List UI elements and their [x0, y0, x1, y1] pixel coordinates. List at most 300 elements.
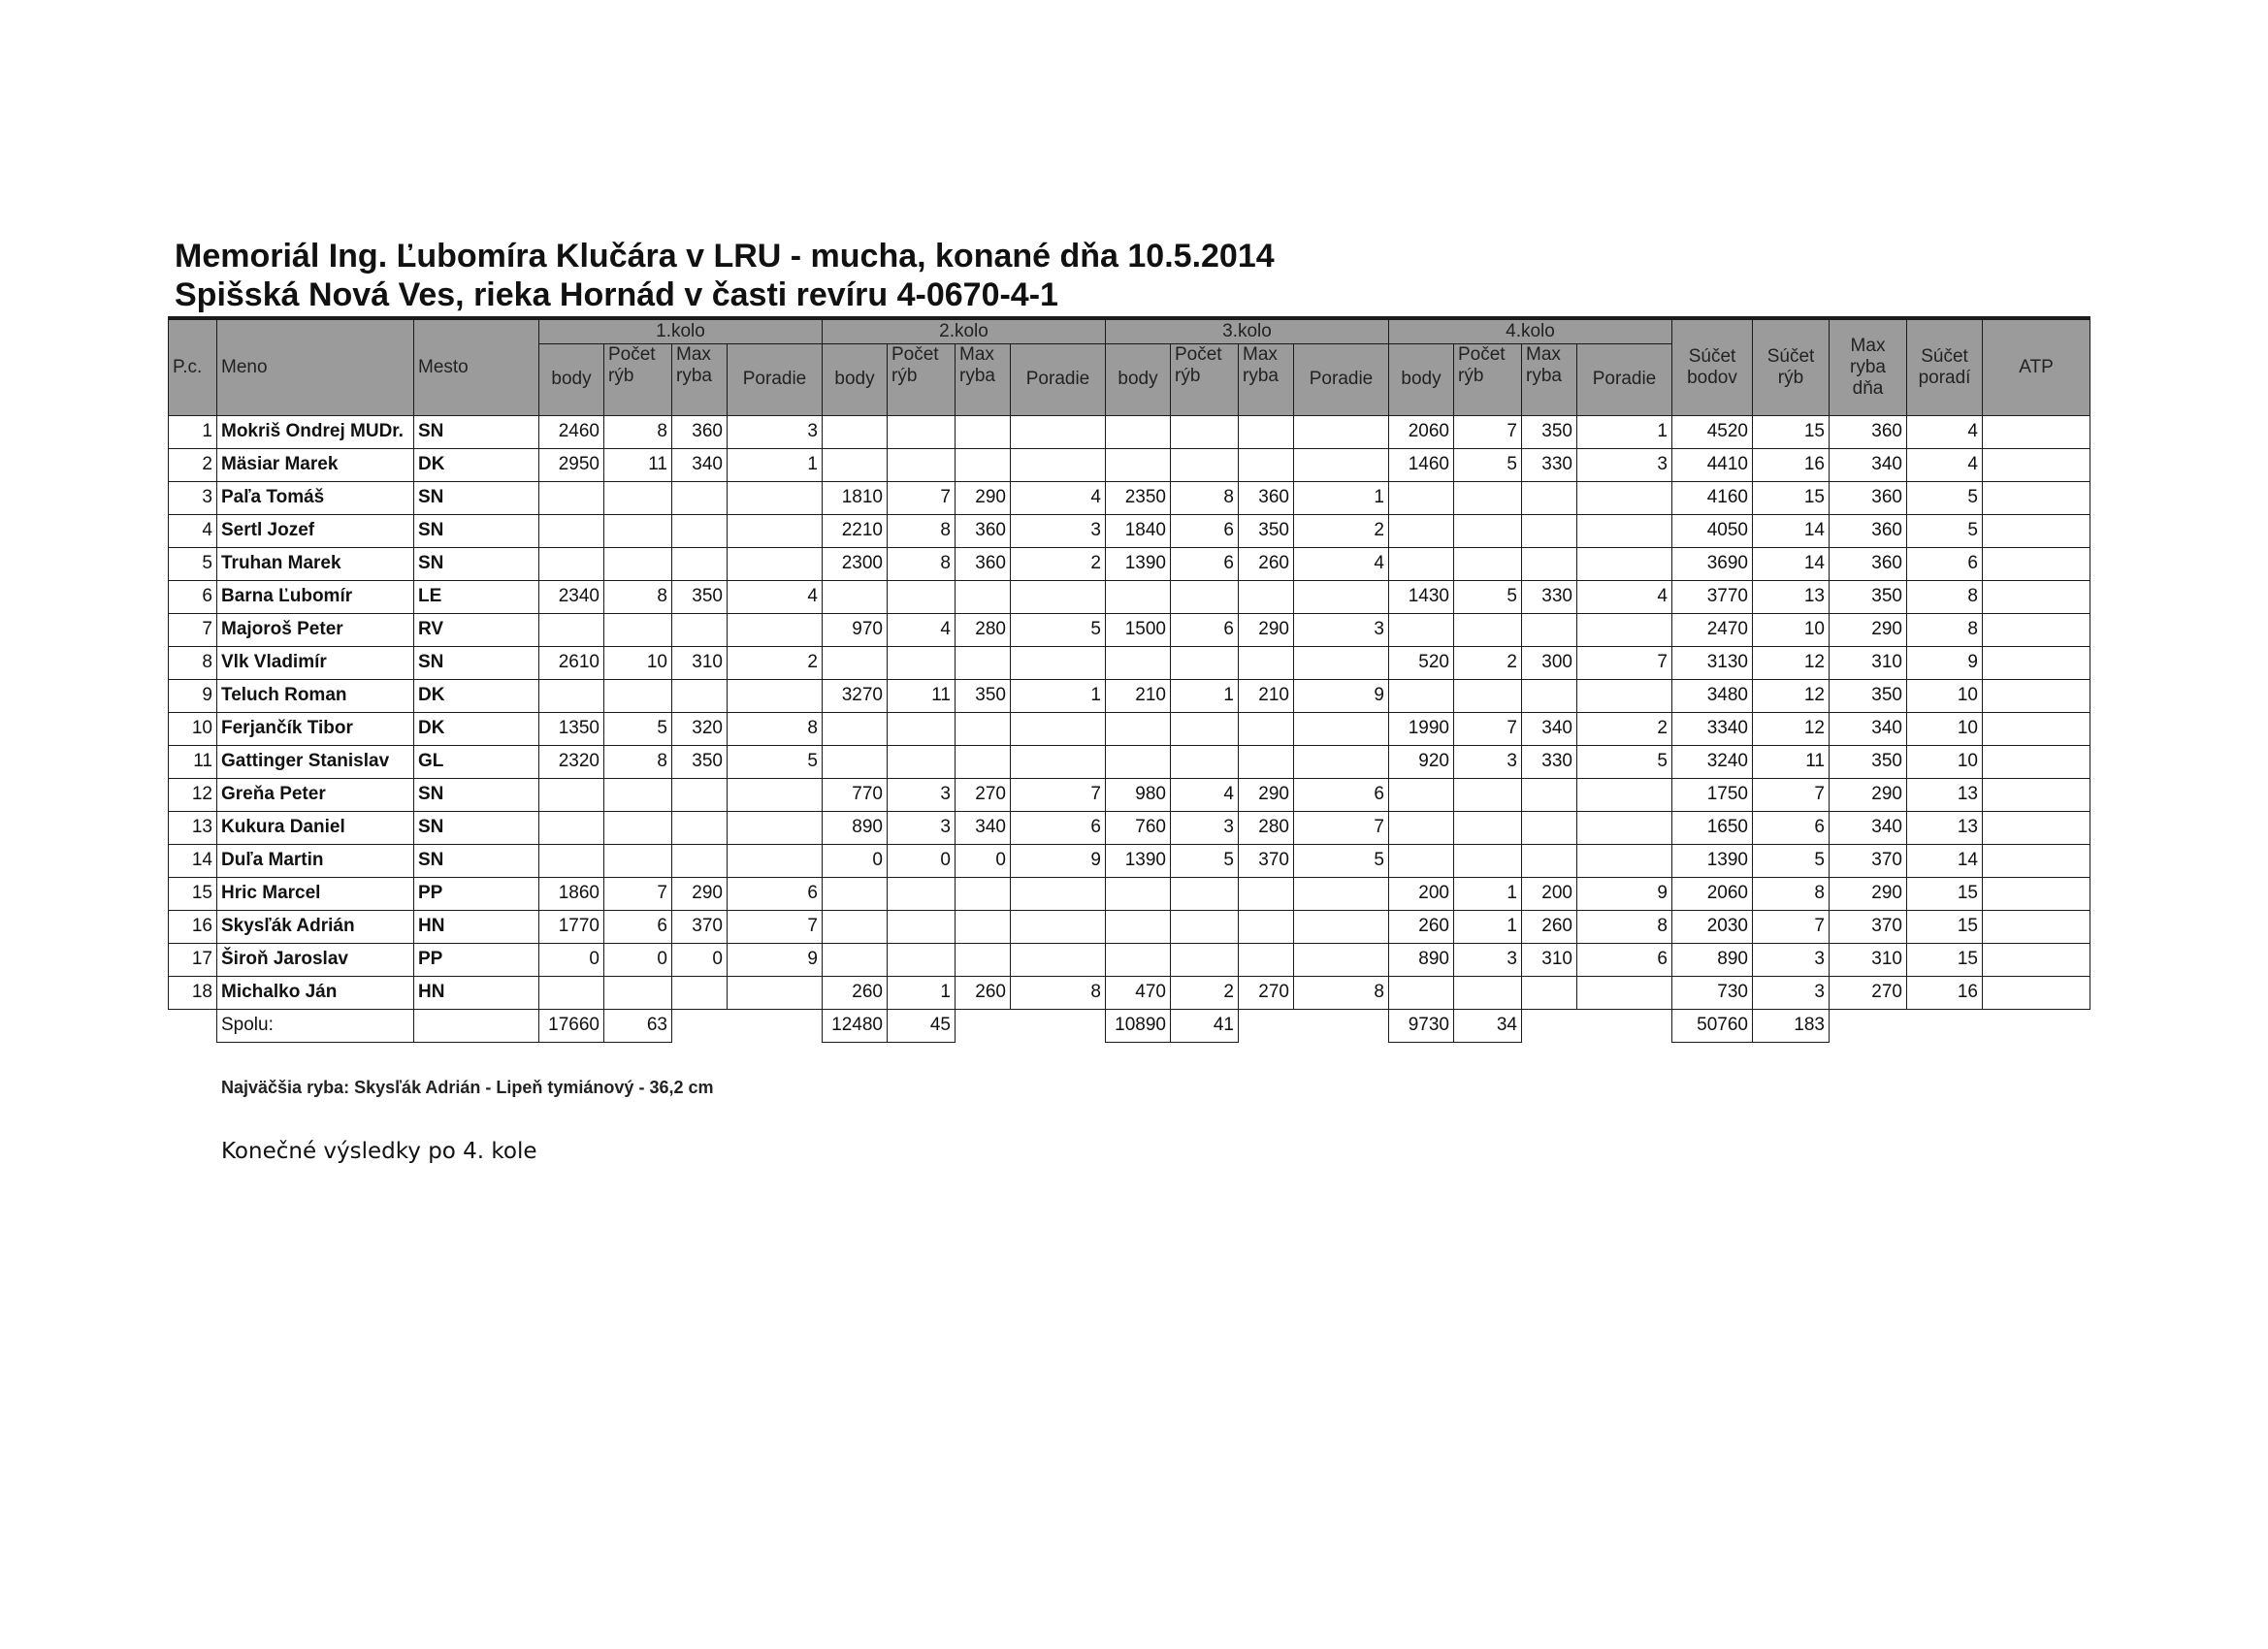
cell-r4-max-ryba: [1522, 976, 1577, 1009]
cell-r1-pocet-ryb: [604, 547, 672, 580]
cell-r1-max-ryba: 360: [672, 415, 728, 448]
cell-r3-body: [1106, 580, 1171, 613]
cell-r1-max-ryba: [672, 547, 728, 580]
cell-sucet-bodov: 4520: [1672, 415, 1753, 448]
cell-sucet-poradi: 4: [1907, 448, 1983, 481]
cell-sucet-bodov: 890: [1672, 943, 1753, 976]
cell-sucet-bodov: 3770: [1672, 580, 1753, 613]
cell-sucet-ryb: 15: [1753, 415, 1830, 448]
cell-meno: Mäsiar Marek: [217, 448, 414, 481]
cell-r3-max-ryba: [1239, 415, 1294, 448]
cell-atp: [1983, 481, 2090, 514]
cell-sucet-poradi: 10: [1907, 712, 1983, 745]
cell-r3-body: 470: [1106, 976, 1171, 1009]
cell-r2-poradie: 1: [1011, 679, 1106, 712]
cell-r3-poradie: [1294, 646, 1389, 679]
cell-r3-body: 980: [1106, 778, 1171, 811]
cell-r4-poradie: [1577, 811, 1672, 844]
cell-r2-body: 970: [823, 613, 888, 646]
header-round-4-poradie: Poradie: [1577, 343, 1672, 415]
cell-r2-pocet-ryb: 1: [888, 976, 956, 1009]
cell-sucet-ryb: 3: [1753, 943, 1830, 976]
cell-r1-body: [539, 613, 604, 646]
results-table: [168, 316, 2090, 1043]
cell-r1-body: [539, 481, 604, 514]
cell-max-ryba-dna: 360: [1830, 514, 1907, 547]
totals-sucet-ryb: 183: [1753, 1009, 1830, 1042]
cell-atp: [1983, 811, 2090, 844]
cell-r3-pocet-ryb: [1171, 745, 1239, 778]
cell-meno: Široň Jaroslav: [217, 943, 414, 976]
cell-sucet-bodov: 3480: [1672, 679, 1753, 712]
cell-max-ryba-dna: 310: [1830, 646, 1907, 679]
cell-r4-poradie: [1577, 844, 1672, 877]
cell-r4-poradie: [1577, 547, 1672, 580]
cell-r4-body: [1389, 811, 1454, 844]
cell-mesto: PP: [414, 877, 539, 910]
final-results-note: Konečné výsledky po 4. kole: [221, 1139, 537, 1164]
cell-r3-pocet-ryb: [1171, 877, 1239, 910]
cell-max-ryba-dna: 350: [1830, 580, 1907, 613]
header-round-3-pocet: Počet rýb: [1171, 343, 1239, 415]
cell-r2-pocet-ryb: [888, 943, 956, 976]
cell-r4-max-ryba: 200: [1522, 877, 1577, 910]
cell-r1-body: 2340: [539, 580, 604, 613]
cell-r4-poradie: 4: [1577, 580, 1672, 613]
cell-r1-pocet-ryb: 7: [604, 877, 672, 910]
table-row: [169, 646, 2090, 679]
cell-r3-body: [1106, 910, 1171, 943]
cell-r3-body: 760: [1106, 811, 1171, 844]
cell-r2-pocet-ryb: [888, 910, 956, 943]
cell-r3-pocet-ryb: [1171, 646, 1239, 679]
cell-r3-pocet-ryb: [1171, 415, 1239, 448]
cell-sucet-ryb: 12: [1753, 679, 1830, 712]
cell-r3-pocet-ryb: 6: [1171, 514, 1239, 547]
cell-r4-body: 1430: [1389, 580, 1454, 613]
cell-sucet-ryb: 13: [1753, 580, 1830, 613]
cell-r4-max-ryba: [1522, 481, 1577, 514]
cell-r1-pocet-ryb: 8: [604, 580, 672, 613]
cell-atp: [1983, 712, 2090, 745]
cell-atp: [1983, 943, 2090, 976]
cell-r3-body: [1106, 877, 1171, 910]
header-round-1-pocet: Počet rýb: [604, 343, 672, 415]
cell-meno: Mokriš Ondrej MUDr.: [217, 415, 414, 448]
cell-meno: Majoroš Peter: [217, 613, 414, 646]
cell-r4-poradie: 1: [1577, 415, 1672, 448]
totals-r3-body: 10890: [1106, 1009, 1171, 1042]
cell-r4-pocet-ryb: 3: [1454, 943, 1522, 976]
cell-r2-body: [823, 415, 888, 448]
cell-r3-max-ryba: 370: [1239, 844, 1294, 877]
cell-r1-max-ryba: [672, 811, 728, 844]
cell-r2-poradie: [1011, 745, 1106, 778]
cell-r1-body: [539, 976, 604, 1009]
cell-r3-poradie: [1294, 712, 1389, 745]
cell-r3-poradie: [1294, 943, 1389, 976]
cell-r2-poradie: [1011, 415, 1106, 448]
cell-r2-max-ryba: [956, 646, 1011, 679]
cell-max-ryba-dna: 350: [1830, 745, 1907, 778]
cell-sucet-bodov: 2030: [1672, 910, 1753, 943]
cell-mesto: SN: [414, 778, 539, 811]
cell-r3-pocet-ryb: 2: [1171, 976, 1239, 1009]
cell-r4-poradie: [1577, 976, 1672, 1009]
cell-r4-pocet-ryb: [1454, 778, 1522, 811]
cell-r1-pocet-ryb: 8: [604, 745, 672, 778]
cell-r4-max-ryba: [1522, 547, 1577, 580]
cell-max-ryba-dna: 370: [1830, 910, 1907, 943]
cell-r4-max-ryba: [1522, 811, 1577, 844]
cell-r1-pocet-ryb: 6: [604, 910, 672, 943]
cell-sucet-poradi: 13: [1907, 811, 1983, 844]
cell-r3-max-ryba: 260: [1239, 547, 1294, 580]
cell-r2-pocet-ryb: [888, 646, 956, 679]
header-pc: P.c.: [169, 318, 217, 415]
cell-pc: 18: [169, 976, 217, 1009]
cell-r4-max-ryba: 260: [1522, 910, 1577, 943]
empty-cell: [672, 1009, 728, 1042]
header-round-2-pocet: Počet rýb: [888, 343, 956, 415]
header-round-2-body: body: [823, 343, 888, 415]
cell-r3-max-ryba: 280: [1239, 811, 1294, 844]
cell-pc: 11: [169, 745, 217, 778]
totals-sucet-bodov: 50760: [1672, 1009, 1753, 1042]
cell-r1-max-ryba: [672, 679, 728, 712]
cell-sucet-poradi: 15: [1907, 877, 1983, 910]
cell-pc: 15: [169, 877, 217, 910]
results-body: [169, 415, 2090, 1042]
header-round-4-pocet: Počet rýb: [1454, 343, 1522, 415]
header-sucet-ryb: Súčet rýb: [1753, 318, 1830, 415]
cell-r1-max-ryba: 310: [672, 646, 728, 679]
cell-meno: Gattinger Stanislav: [217, 745, 414, 778]
cell-r2-max-ryba: [956, 415, 1011, 448]
cell-r3-poradie: [1294, 745, 1389, 778]
cell-sucet-bodov: 3690: [1672, 547, 1753, 580]
table-row: [169, 976, 2090, 1009]
cell-pc: 1: [169, 415, 217, 448]
cell-r1-max-ryba: 340: [672, 448, 728, 481]
cell-sucet-bodov: 730: [1672, 976, 1753, 1009]
cell-r2-body: [823, 646, 888, 679]
cell-max-ryba-dna: 290: [1830, 778, 1907, 811]
cell-pc: 5: [169, 547, 217, 580]
cell-mesto: SN: [414, 547, 539, 580]
cell-sucet-poradi: 9: [1907, 646, 1983, 679]
empty-cell: [1011, 1009, 1106, 1042]
cell-atp: [1983, 448, 2090, 481]
header-sucet-bodov: Súčet bodov: [1672, 318, 1753, 415]
header-atp: ATP: [1983, 318, 2090, 415]
cell-meno: Vlk Vladimír: [217, 646, 414, 679]
header-mesto: Mesto: [414, 318, 539, 415]
cell-r2-pocet-ryb: 3: [888, 811, 956, 844]
cell-r4-pocet-ryb: 1: [1454, 910, 1522, 943]
cell-r4-pocet-ryb: 5: [1454, 448, 1522, 481]
cell-sucet-bodov: 2470: [1672, 613, 1753, 646]
table-row: [169, 877, 2090, 910]
cell-mesto: GL: [414, 745, 539, 778]
header-round-2: 2.kolo: [823, 318, 1106, 343]
cell-r3-pocet-ryb: 4: [1171, 778, 1239, 811]
cell-r1-pocet-ryb: 8: [604, 415, 672, 448]
cell-r4-pocet-ryb: 7: [1454, 712, 1522, 745]
cell-r3-poradie: [1294, 448, 1389, 481]
cell-r1-max-ryba: 350: [672, 745, 728, 778]
cell-r4-pocet-ryb: 1: [1454, 877, 1522, 910]
cell-r3-body: 210: [1106, 679, 1171, 712]
cell-sucet-ryb: 16: [1753, 448, 1830, 481]
cell-r1-body: 0: [539, 943, 604, 976]
cell-r2-poradie: 9: [1011, 844, 1106, 877]
cell-sucet-poradi: 5: [1907, 481, 1983, 514]
cell-r4-body: [1389, 679, 1454, 712]
cell-r4-max-ryba: 330: [1522, 448, 1577, 481]
cell-r1-pocet-ryb: [604, 844, 672, 877]
cell-r1-pocet-ryb: [604, 976, 672, 1009]
cell-pc: 8: [169, 646, 217, 679]
cell-r4-poradie: [1577, 481, 1672, 514]
table-row: [169, 547, 2090, 580]
cell-r2-pocet-ryb: 0: [888, 844, 956, 877]
cell-r1-pocet-ryb: [604, 613, 672, 646]
cell-pc: 13: [169, 811, 217, 844]
cell-r3-pocet-ryb: 5: [1171, 844, 1239, 877]
cell-r1-poradie: [728, 778, 823, 811]
cell-r2-body: [823, 745, 888, 778]
cell-r1-body: [539, 844, 604, 877]
cell-mesto: RV: [414, 613, 539, 646]
totals-r4-body: 9730: [1389, 1009, 1454, 1042]
cell-r2-pocet-ryb: [888, 448, 956, 481]
cell-r3-poradie: [1294, 580, 1389, 613]
cell-r2-poradie: [1011, 646, 1106, 679]
cell-sucet-poradi: 15: [1907, 910, 1983, 943]
empty-cell: [1907, 1009, 1983, 1042]
cell-sucet-bodov: 1650: [1672, 811, 1753, 844]
cell-r4-max-ryba: 350: [1522, 415, 1577, 448]
cell-r1-body: [539, 778, 604, 811]
cell-r3-pocet-ryb: 8: [1171, 481, 1239, 514]
totals-r1-body: 17660: [539, 1009, 604, 1042]
cell-r2-pocet-ryb: 4: [888, 613, 956, 646]
document-title: Memoriál Ing. Ľubomíra Klučára v LRU - mucha, konané dňa 10.5.2014: [175, 238, 1275, 275]
cell-r3-max-ryba: 270: [1239, 976, 1294, 1009]
cell-sucet-poradi: 16: [1907, 976, 1983, 1009]
cell-r3-max-ryba: [1239, 943, 1294, 976]
cell-pc: 9: [169, 679, 217, 712]
cell-r1-body: 2950: [539, 448, 604, 481]
cell-r2-max-ryba: 290: [956, 481, 1011, 514]
cell-r2-body: 2300: [823, 547, 888, 580]
cell-r4-poradie: 5: [1577, 745, 1672, 778]
cell-r2-poradie: 4: [1011, 481, 1106, 514]
cell-atp: [1983, 745, 2090, 778]
cell-r4-max-ryba: [1522, 679, 1577, 712]
cell-atp: [1983, 679, 2090, 712]
totals-r2-body: 12480: [823, 1009, 888, 1042]
cell-max-ryba-dna: 340: [1830, 712, 1907, 745]
cell-meno: Paľa Tomáš: [217, 481, 414, 514]
cell-r3-max-ryba: [1239, 448, 1294, 481]
cell-r1-poradie: 4: [728, 580, 823, 613]
header-round-4-max: Max ryba: [1522, 343, 1577, 415]
cell-atp: [1983, 580, 2090, 613]
cell-r2-body: [823, 943, 888, 976]
cell-meno: Teluch Roman: [217, 679, 414, 712]
cell-r3-pocet-ryb: [1171, 712, 1239, 745]
cell-r3-pocet-ryb: 3: [1171, 811, 1239, 844]
cell-sucet-ryb: 7: [1753, 778, 1830, 811]
cell-r2-body: [823, 580, 888, 613]
cell-sucet-ryb: 7: [1753, 910, 1830, 943]
cell-r3-body: 1500: [1106, 613, 1171, 646]
cell-mesto: SN: [414, 844, 539, 877]
cell-max-ryba-dna: 360: [1830, 481, 1907, 514]
cell-r1-max-ryba: [672, 844, 728, 877]
cell-r1-max-ryba: [672, 976, 728, 1009]
cell-sucet-poradi: 8: [1907, 613, 1983, 646]
cell-r4-body: [1389, 844, 1454, 877]
cell-r1-poradie: 6: [728, 877, 823, 910]
cell-max-ryba-dna: 290: [1830, 877, 1907, 910]
cell-r3-body: 1840: [1106, 514, 1171, 547]
cell-pc: 3: [169, 481, 217, 514]
cell-r2-max-ryba: 280: [956, 613, 1011, 646]
cell-sucet-ryb: 6: [1753, 811, 1830, 844]
cell-mesto: SN: [414, 415, 539, 448]
cell-r3-poradie: 7: [1294, 811, 1389, 844]
cell-r2-poradie: 7: [1011, 778, 1106, 811]
cell-r4-poradie: 9: [1577, 877, 1672, 910]
cell-r4-body: 920: [1389, 745, 1454, 778]
table-row: [169, 514, 2090, 547]
cell-r1-poradie: 5: [728, 745, 823, 778]
cell-r3-body: [1106, 745, 1171, 778]
cell-r2-pocet-ryb: [888, 877, 956, 910]
cell-r3-pocet-ryb: [1171, 943, 1239, 976]
cell-r4-body: 260: [1389, 910, 1454, 943]
cell-r2-body: [823, 448, 888, 481]
cell-sucet-ryb: 8: [1753, 877, 1830, 910]
cell-r3-max-ryba: [1239, 745, 1294, 778]
cell-sucet-poradi: 5: [1907, 514, 1983, 547]
cell-r1-body: [539, 514, 604, 547]
cell-r1-pocet-ryb: 10: [604, 646, 672, 679]
cell-atp: [1983, 844, 2090, 877]
cell-r2-poradie: [1011, 910, 1106, 943]
table-row: [169, 415, 2090, 448]
cell-atp: [1983, 415, 2090, 448]
cell-r2-max-ryba: 360: [956, 514, 1011, 547]
empty-cell: [1983, 1009, 2090, 1042]
cell-r4-pocet-ryb: [1454, 481, 1522, 514]
cell-sucet-ryb: 15: [1753, 481, 1830, 514]
cell-meno: Michalko Ján: [217, 976, 414, 1009]
cell-r1-poradie: [728, 514, 823, 547]
cell-r2-body: 770: [823, 778, 888, 811]
cell-sucet-ryb: 14: [1753, 547, 1830, 580]
table-row: [169, 811, 2090, 844]
cell-r3-max-ryba: [1239, 712, 1294, 745]
cell-r3-body: 2350: [1106, 481, 1171, 514]
cell-r4-poradie: 3: [1577, 448, 1672, 481]
cell-r2-poradie: 8: [1011, 976, 1106, 1009]
cell-r2-max-ryba: [956, 877, 1011, 910]
cell-r4-body: [1389, 976, 1454, 1009]
cell-r1-body: [539, 811, 604, 844]
cell-r2-max-ryba: 0: [956, 844, 1011, 877]
cell-r1-poradie: [728, 547, 823, 580]
cell-r2-max-ryba: 350: [956, 679, 1011, 712]
cell-sucet-bodov: 4050: [1672, 514, 1753, 547]
cell-max-ryba-dna: 310: [1830, 943, 1907, 976]
cell-r1-poradie: [728, 481, 823, 514]
cell-mesto: DK: [414, 679, 539, 712]
cell-r1-max-ryba: [672, 778, 728, 811]
cell-r3-max-ryba: [1239, 646, 1294, 679]
cell-r3-pocet-ryb: [1171, 448, 1239, 481]
cell-r2-pocet-ryb: [888, 580, 956, 613]
cell-r2-body: 260: [823, 976, 888, 1009]
cell-mesto: PP: [414, 943, 539, 976]
cell-r2-poradie: 2: [1011, 547, 1106, 580]
cell-r4-body: [1389, 481, 1454, 514]
cell-r4-max-ryba: [1522, 844, 1577, 877]
cell-r3-pocet-ryb: 6: [1171, 547, 1239, 580]
cell-r4-body: 1990: [1389, 712, 1454, 745]
cell-r1-max-ryba: 320: [672, 712, 728, 745]
cell-r2-max-ryba: [956, 943, 1011, 976]
cell-r4-poradie: 7: [1577, 646, 1672, 679]
cell-mesto: LE: [414, 580, 539, 613]
cell-atp: [1983, 547, 2090, 580]
cell-r1-max-ryba: 350: [672, 580, 728, 613]
cell-pc: 12: [169, 778, 217, 811]
cell-atp: [1983, 910, 2090, 943]
cell-r4-body: 200: [1389, 877, 1454, 910]
cell-r2-poradie: [1011, 448, 1106, 481]
table-row: [169, 679, 2090, 712]
cell-sucet-ryb: 3: [1753, 976, 1830, 1009]
cell-r4-poradie: [1577, 613, 1672, 646]
cell-meno: Barna Ľubomír: [217, 580, 414, 613]
totals-label: Spolu:: [217, 1009, 414, 1042]
cell-atp: [1983, 613, 2090, 646]
cell-r1-max-ryba: [672, 613, 728, 646]
cell-r2-body: 890: [823, 811, 888, 844]
cell-r1-body: [539, 679, 604, 712]
cell-r3-poradie: [1294, 415, 1389, 448]
cell-r4-pocet-ryb: 7: [1454, 415, 1522, 448]
table-row: [169, 943, 2090, 976]
cell-r2-body: [823, 910, 888, 943]
cell-r1-pocet-ryb: [604, 811, 672, 844]
cell-max-ryba-dna: 270: [1830, 976, 1907, 1009]
cell-r3-max-ryba: [1239, 910, 1294, 943]
cell-atp: [1983, 778, 2090, 811]
cell-r1-poradie: 3: [728, 415, 823, 448]
cell-r2-max-ryba: 270: [956, 778, 1011, 811]
cell-r2-max-ryba: [956, 712, 1011, 745]
cell-r2-max-ryba: [956, 580, 1011, 613]
header-round-1-poradie: Poradie: [728, 343, 823, 415]
cell-r2-poradie: 6: [1011, 811, 1106, 844]
cell-r1-poradie: [728, 976, 823, 1009]
cell-r1-max-ryba: [672, 481, 728, 514]
